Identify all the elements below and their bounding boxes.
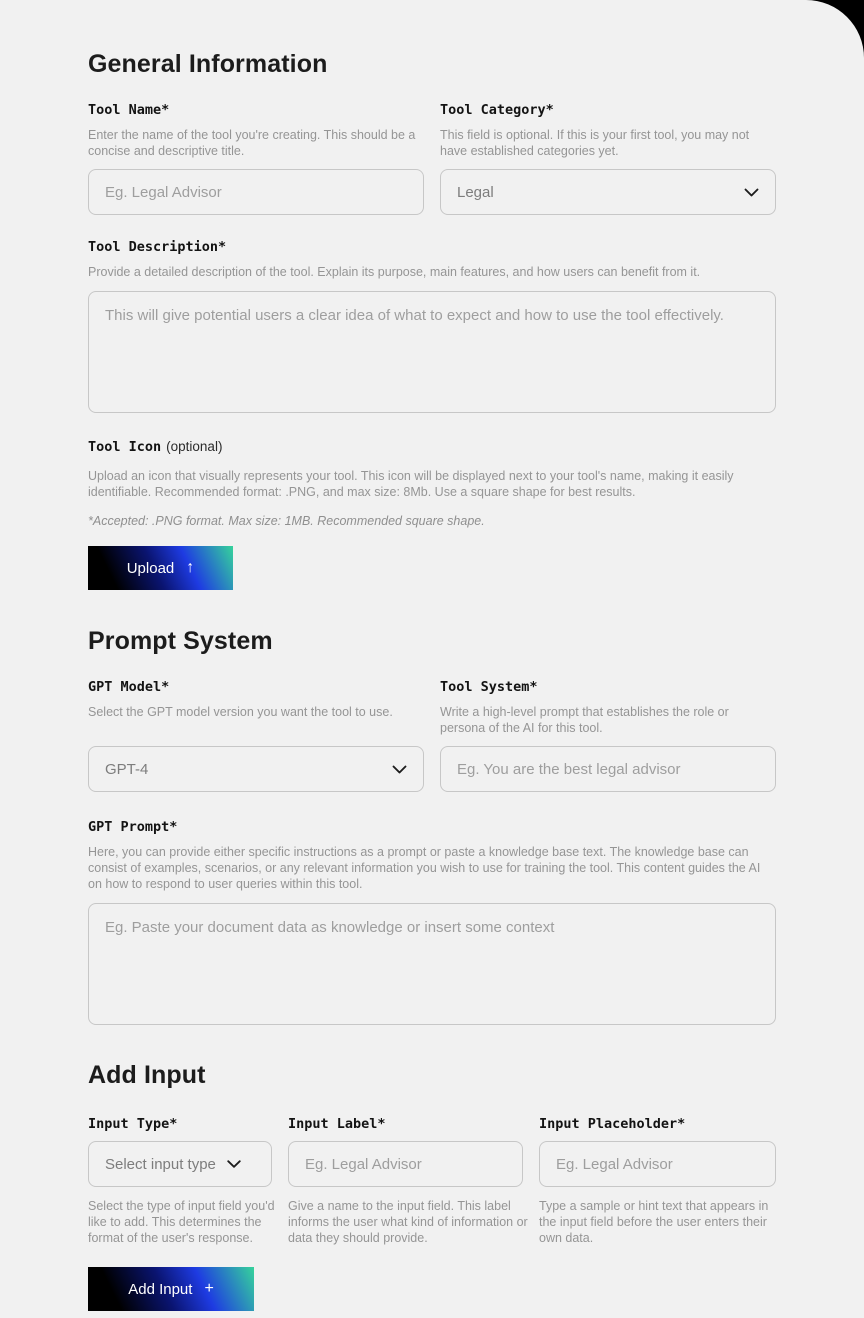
- tool-description-description: Provide a detailed description of the tool. Explain its purpose, main features, and how users can benefit from it.: [88, 265, 701, 279]
- upload-button[interactable]: [88, 546, 233, 590]
- tool-description-textarea[interactable]: [88, 291, 776, 413]
- add-input-button[interactable]: [88, 1267, 254, 1311]
- tool-description-block: [88, 239, 776, 413]
- tool-name-column: [88, 102, 424, 215]
- section-title-prompt-system: Prompt System: [88, 627, 273, 655]
- gpt-prompt-description: Here, you can provide either specific instructions as a prompt or paste a knowledge base text. The knowledge base can consist of examples, scenarios, or any relevant information you wish to use for training the tool. This content guides the AI on how to respond to user queries within this tool.: [88, 845, 761, 891]
- arrow-up-icon: ↑: [186, 559, 195, 576]
- general-row: [88, 102, 776, 215]
- tool-icon-accepted-note: *Accepted: .PNG format. Max size: 1MB. Recommended square shape.: [88, 514, 485, 528]
- tool-icon-label-row: [88, 438, 776, 456]
- tool-icon-optional-tag: (optional): [166, 439, 223, 454]
- section-title-general-information: General Information: [88, 50, 328, 78]
- tool-name-label: Tool Name*: [88, 102, 170, 118]
- tool-name-input[interactable]: [88, 169, 424, 215]
- gpt-model-label: GPT Model*: [88, 679, 170, 695]
- input-placeholder-description: Type a sample or hint text that appears in the input field before the user enters their own data.: [539, 1199, 769, 1245]
- input-type-value: Select input type: [105, 1155, 216, 1173]
- gpt-model-value: GPT-4: [105, 760, 149, 778]
- tool-category-value: Legal: [457, 183, 494, 201]
- tool-system-label: Tool System*: [440, 679, 538, 695]
- gpt-model-column: [88, 679, 424, 792]
- spacer: [440, 736, 776, 746]
- spacer: [88, 720, 424, 746]
- chevron-down-icon: [392, 765, 407, 774]
- tool-system-input[interactable]: [440, 746, 776, 792]
- prompt-row: [88, 679, 776, 792]
- input-type-label: Input Type*: [88, 1116, 178, 1132]
- tool-category-description: This field is optional. If this is your first tool, you may not have established categories yet.: [440, 128, 750, 158]
- input-placeholder-label: Input Placeholder*: [539, 1116, 686, 1132]
- upload-button-label: Upload: [126, 559, 175, 577]
- tool-system-column: [440, 679, 776, 792]
- input-placeholder-input[interactable]: [539, 1141, 776, 1187]
- tool-icon-block: [88, 438, 776, 590]
- input-label-column: [288, 1116, 528, 1246]
- gpt-prompt-textarea[interactable]: [88, 903, 776, 1025]
- tool-category-column: [440, 102, 776, 215]
- add-input-button-label: Add Input: [128, 1280, 193, 1298]
- plus-icon: +: [204, 1280, 214, 1297]
- tool-name-description: Enter the name of the tool you're creating. This should be a concise and descriptive title.: [88, 128, 416, 158]
- section-title-add-input: Add Input: [88, 1061, 206, 1089]
- input-placeholder-column: [539, 1116, 776, 1246]
- gpt-prompt-block: [88, 819, 776, 1025]
- input-label-description: Give a name to the input field. This label informs the user what kind of information or data they should provide.: [288, 1199, 528, 1245]
- chevron-down-icon: [227, 1160, 241, 1168]
- input-type-description: Select the type of input field you'd like to add. This determines the format of the user's response.: [88, 1199, 275, 1245]
- tool-icon-label: Tool Icon: [88, 439, 162, 455]
- gpt-model-select[interactable]: [88, 746, 424, 792]
- spacer: [88, 159, 424, 169]
- gpt-prompt-label: GPT Prompt*: [88, 819, 178, 835]
- tool-system-description: Write a high-level prompt that establishes the role or persona of the AI for this tool.: [440, 705, 729, 735]
- tool-description-label: Tool Description*: [88, 239, 227, 255]
- input-type-column: [88, 1116, 275, 1246]
- tool-category-select[interactable]: [440, 169, 776, 215]
- spacer: [440, 159, 776, 169]
- chevron-down-icon: [744, 188, 759, 197]
- tool-category-label: Tool Category*: [440, 102, 554, 118]
- input-label-input[interactable]: [288, 1141, 523, 1187]
- tool-icon-description: Upload an icon that visually represents your tool. This icon will be displayed next to your tool's name, making it easily identifiable. Recommended format: .PNG, and max size: 8Mb. Use a square shape for best results.: [88, 469, 734, 499]
- input-type-select[interactable]: [88, 1141, 272, 1187]
- input-label-label: Input Label*: [288, 1116, 386, 1132]
- add-input-row: [88, 1116, 776, 1246]
- gpt-model-description: Select the GPT model version you want the tool to use.: [88, 705, 393, 719]
